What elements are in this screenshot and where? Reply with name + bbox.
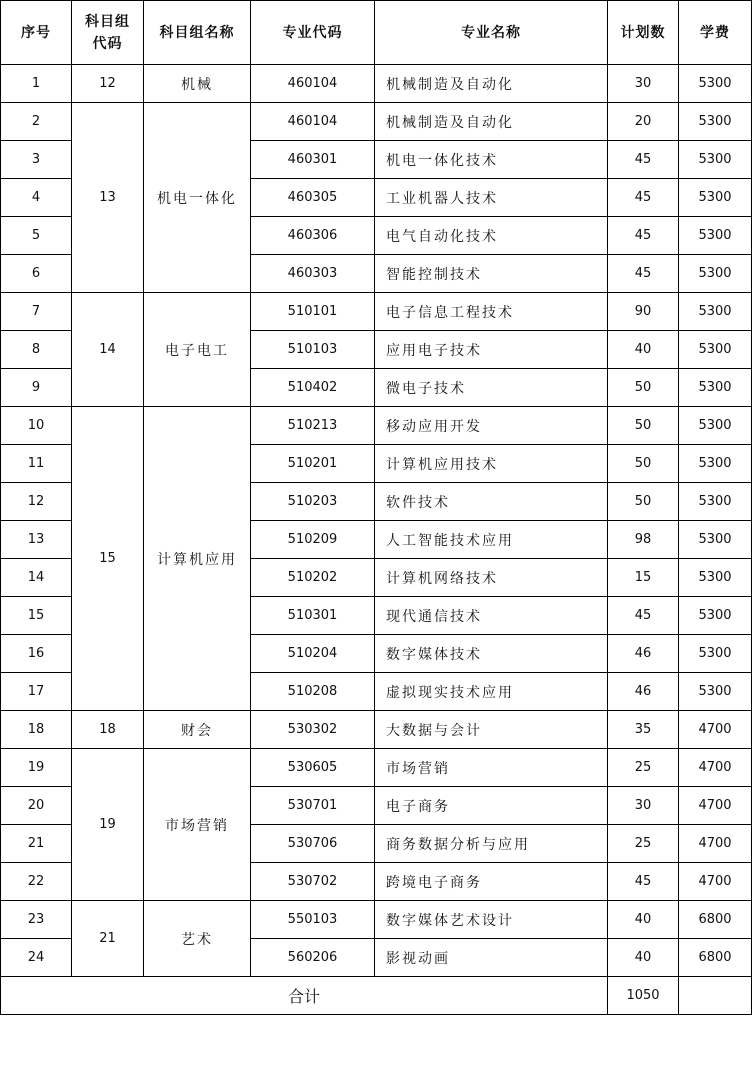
table-row: [1, 749, 752, 787]
cell-major-code: 460104: [251, 65, 375, 103]
cell-major-name: 移动应用开发: [375, 407, 608, 445]
total-row: [1, 977, 752, 1015]
cell-group-name: 财会: [144, 711, 251, 749]
cell-major-name: 计算机应用技术: [375, 445, 608, 483]
cell-plan: 40: [608, 901, 679, 939]
cell-major-code: 560206: [251, 939, 375, 977]
cell-plan: 50: [608, 483, 679, 521]
cell-major-name: 数字媒体技术: [375, 635, 608, 673]
cell-group-name: 市场营销: [144, 749, 251, 901]
table-row: [1, 901, 752, 939]
cell-group-code: 18: [72, 711, 144, 749]
cell-major-name: 现代通信技术: [375, 597, 608, 635]
cell-major-name: 数字媒体艺术设计: [375, 901, 608, 939]
cell-fee: 5300: [679, 369, 752, 407]
cell-plan: 35: [608, 711, 679, 749]
cell-plan: 50: [608, 445, 679, 483]
cell-major-name: 市场营销: [375, 749, 608, 787]
cell-group-code: 21: [72, 901, 144, 977]
table-row: [1, 103, 752, 141]
cell-plan: 45: [608, 255, 679, 293]
cell-fee: 5300: [679, 141, 752, 179]
cell-seq: 21: [1, 825, 72, 863]
cell-major-code: 530701: [251, 787, 375, 825]
cell-plan: 98: [608, 521, 679, 559]
cell-major-name: 电气自动化技术: [375, 217, 608, 255]
cell-seq: 19: [1, 749, 72, 787]
cell-major-name: 机械制造及自动化: [375, 103, 608, 141]
cell-fee: 5300: [679, 103, 752, 141]
cell-seq: 13: [1, 521, 72, 559]
cell-fee: 5300: [679, 179, 752, 217]
cell-major-code: 530702: [251, 863, 375, 901]
cell-major-name: 影视动画: [375, 939, 608, 977]
header-fee: 学费: [679, 1, 752, 65]
cell-major-code: 460104: [251, 103, 375, 141]
cell-fee: 5300: [679, 65, 752, 103]
cell-major-code: 530302: [251, 711, 375, 749]
cell-seq: 18: [1, 711, 72, 749]
header-group-code: [72, 1, 144, 65]
cell-fee: 5300: [679, 635, 752, 673]
total-fee: [679, 977, 752, 1015]
cell-major-code: 510103: [251, 331, 375, 369]
cell-fee: 5300: [679, 521, 752, 559]
cell-major-code: 460301: [251, 141, 375, 179]
cell-fee: 5300: [679, 407, 752, 445]
header-group-code-line2: 代码: [92, 35, 123, 52]
cell-plan: 30: [608, 787, 679, 825]
header-major-code: 专业代码: [251, 1, 375, 65]
cell-seq: 22: [1, 863, 72, 901]
cell-major-name: 应用电子技术: [375, 331, 608, 369]
total-plan: 1050: [608, 977, 679, 1015]
cell-seq: 11: [1, 445, 72, 483]
cell-major-name: 跨境电子商务: [375, 863, 608, 901]
cell-fee: 5300: [679, 445, 752, 483]
cell-group-code: 19: [72, 749, 144, 901]
cell-group-code: 15: [72, 407, 144, 711]
header-seq: 序号: [1, 1, 72, 65]
cell-major-code: 530706: [251, 825, 375, 863]
cell-fee: 5300: [679, 331, 752, 369]
cell-seq: 23: [1, 901, 72, 939]
cell-plan: 20: [608, 103, 679, 141]
cell-plan: 45: [608, 179, 679, 217]
cell-plan: 46: [608, 635, 679, 673]
cell-plan: 15: [608, 559, 679, 597]
table-row: [1, 65, 752, 103]
cell-major-name: 大数据与会计: [375, 711, 608, 749]
cell-seq: 20: [1, 787, 72, 825]
table-row: [1, 407, 752, 445]
cell-fee: 4700: [679, 711, 752, 749]
cell-seq: 3: [1, 141, 72, 179]
cell-group-name: 机械: [144, 65, 251, 103]
cell-fee: 5300: [679, 483, 752, 521]
cell-fee: 5300: [679, 255, 752, 293]
cell-seq: 6: [1, 255, 72, 293]
cell-plan: 40: [608, 331, 679, 369]
cell-fee: 4700: [679, 863, 752, 901]
cell-fee: 5300: [679, 217, 752, 255]
cell-major-code: 510204: [251, 635, 375, 673]
cell-major-code: 530605: [251, 749, 375, 787]
cell-seq: 7: [1, 293, 72, 331]
cell-major-code: 510208: [251, 673, 375, 711]
cell-major-code: 510209: [251, 521, 375, 559]
header-major-name: 专业名称: [375, 1, 608, 65]
cell-group-name: 计算机应用: [144, 407, 251, 711]
cell-major-code: 550103: [251, 901, 375, 939]
cell-seq: 1: [1, 65, 72, 103]
cell-major-name: 微电子技术: [375, 369, 608, 407]
header-plan: 计划数: [608, 1, 679, 65]
cell-major-name: 智能控制技术: [375, 255, 608, 293]
cell-fee: 5300: [679, 673, 752, 711]
cell-fee: 5300: [679, 597, 752, 635]
cell-seq: 16: [1, 635, 72, 673]
cell-plan: 25: [608, 825, 679, 863]
cell-major-code: 510301: [251, 597, 375, 635]
cell-major-code: 460306: [251, 217, 375, 255]
cell-group-name: 电子电工: [144, 293, 251, 407]
header-group-code-line1: 科目组: [85, 13, 130, 30]
cell-plan: 50: [608, 369, 679, 407]
cell-plan: 45: [608, 863, 679, 901]
cell-major-name: 计算机网络技术: [375, 559, 608, 597]
cell-fee: 6800: [679, 901, 752, 939]
cell-seq: 8: [1, 331, 72, 369]
cell-major-name: 虚拟现实技术应用: [375, 673, 608, 711]
cell-major-name: 机械制造及自动化: [375, 65, 608, 103]
cell-seq: 15: [1, 597, 72, 635]
cell-plan: 46: [608, 673, 679, 711]
cell-fee: 5300: [679, 293, 752, 331]
total-label: 合计: [1, 977, 608, 1015]
cell-plan: 30: [608, 65, 679, 103]
cell-seq: 24: [1, 939, 72, 977]
cell-plan: 45: [608, 217, 679, 255]
cell-major-code: 510402: [251, 369, 375, 407]
cell-major-code: 460303: [251, 255, 375, 293]
cell-fee: 5300: [679, 559, 752, 597]
cell-plan: 25: [608, 749, 679, 787]
cell-major-name: 电子商务: [375, 787, 608, 825]
cell-major-code: 510101: [251, 293, 375, 331]
cell-major-code: 510202: [251, 559, 375, 597]
cell-major-name: 机电一体化技术: [375, 141, 608, 179]
cell-plan: 40: [608, 939, 679, 977]
cell-plan: 90: [608, 293, 679, 331]
table-body: [1, 65, 752, 977]
cell-plan: 50: [608, 407, 679, 445]
header-group-name: 科目组名称: [144, 1, 251, 65]
cell-group-code: 14: [72, 293, 144, 407]
cell-plan: 45: [608, 141, 679, 179]
cell-major-code: 510203: [251, 483, 375, 521]
cell-fee: 4700: [679, 787, 752, 825]
cell-seq: 14: [1, 559, 72, 597]
cell-seq: 12: [1, 483, 72, 521]
cell-major-code: 510201: [251, 445, 375, 483]
cell-major-code: 460305: [251, 179, 375, 217]
cell-major-name: 人工智能技术应用: [375, 521, 608, 559]
cell-group-code: 13: [72, 103, 144, 293]
cell-seq: 5: [1, 217, 72, 255]
cell-group-name: 艺术: [144, 901, 251, 977]
cell-fee: 4700: [679, 825, 752, 863]
cell-major-name: 工业机器人技术: [375, 179, 608, 217]
table-row: [1, 711, 752, 749]
cell-major-name: 电子信息工程技术: [375, 293, 608, 331]
cell-fee: 6800: [679, 939, 752, 977]
cell-major-name: 商务数据分析与应用: [375, 825, 608, 863]
cell-plan: 45: [608, 597, 679, 635]
cell-seq: 4: [1, 179, 72, 217]
cell-seq: 17: [1, 673, 72, 711]
cell-seq: 9: [1, 369, 72, 407]
table-header-row: [1, 1, 752, 65]
cell-seq: 10: [1, 407, 72, 445]
cell-major-code: 510213: [251, 407, 375, 445]
cell-seq: 2: [1, 103, 72, 141]
cell-group-name: 机电一体化: [144, 103, 251, 293]
cell-group-code: 12: [72, 65, 144, 103]
cell-major-name: 软件技术: [375, 483, 608, 521]
table-row: [1, 293, 752, 331]
cell-fee: 4700: [679, 749, 752, 787]
